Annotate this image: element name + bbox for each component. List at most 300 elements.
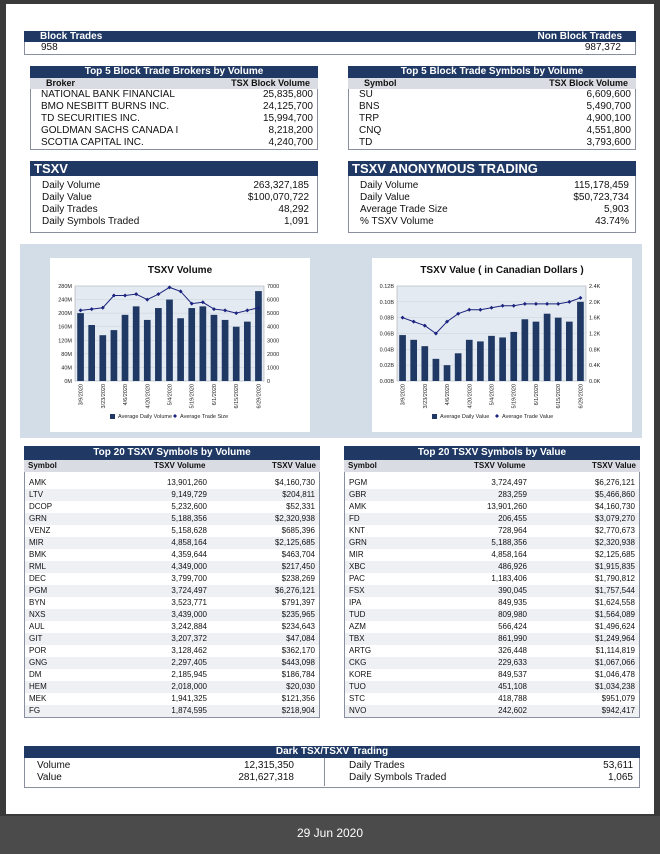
top-brokers-value: 8,218,200 [268,125,313,136]
y-right-tick-label: 0.0K [589,379,601,385]
top-brokers-name: TD SECURITIES INC. [41,113,140,124]
top20-value-col-volume: TSXV Volume [474,461,526,470]
volume-cell: 809,980 [498,610,527,619]
symbol-cell: KNT [349,526,365,535]
bar [544,314,551,381]
value-cell: $1,249,964 [594,634,635,643]
value-cell: $1,114,819 [595,646,635,655]
bar [133,306,140,381]
top-symbols-row [349,137,635,149]
table-row [25,561,319,573]
table-row [25,477,319,489]
volume-cell: 2,018,000 [171,682,207,691]
tsxv-summary [30,161,318,233]
x-tick-label: 4/20/2020 [145,384,152,409]
value-chart-box [372,258,632,432]
volume-cell: 486,926 [498,562,527,571]
volume-cell: 566,424 [498,622,527,631]
bar [255,291,262,381]
top-symbols-value: 4,551,800 [586,125,631,136]
top-brokers-table [30,66,318,150]
symbol-cell: XBC [349,562,366,571]
symbol-cell: DM [29,670,42,679]
volume-cell: 3,439,000 [171,610,207,619]
dark-volume-value: 12,315,350 [243,760,294,771]
summary-row [349,216,635,228]
summary-row [31,216,317,228]
bar [122,315,129,381]
tsxv-anon-body [348,176,636,233]
summary-label: Daily Trades [42,204,98,215]
summary-value: 43.74% [595,216,629,227]
y-left-tick-label: 0.08B [379,315,394,322]
top20-value-col-symbol: Symbol [348,461,377,470]
volume-cell: 849,935 [498,598,527,607]
non-block-trades-value: 987,372 [584,42,621,53]
volume-cell: 3,128,462 [171,646,207,655]
value-cell: $204,811 [282,490,315,499]
x-tick-label: 4/20/2020 [467,384,474,409]
block-trades-section [24,31,636,55]
x-tick-label: 6/15/2020 [234,384,241,409]
symbol-cell: BMK [29,550,47,559]
broker-col-label: Broker [46,78,76,88]
top20-volume-col-header [24,460,320,472]
top-brokers-value: 15,994,700 [262,113,313,124]
volume-chart [50,258,310,432]
value-cell: $1,034,238 [594,682,635,691]
legend-line-swatch [173,414,177,418]
table-row [345,513,639,525]
dark-trading-body [24,758,640,788]
x-tick-label: 3/23/2020 [422,384,429,409]
volume-cell: 3,523,771 [171,598,207,607]
value-cell: $235,965 [281,610,315,619]
summary-label: Average Trade Size [360,204,448,215]
y-left-tick-label: 160M [58,324,72,331]
table-row [345,561,639,573]
bar [444,365,451,381]
y-left-tick-label: 80M [61,351,72,358]
bar [177,318,184,381]
value-cell: $2,125,685 [274,538,315,547]
symbol-cell: AZM [349,622,366,631]
dark-trading-title: Dark TSX/TSXV Trading [24,746,640,758]
summary-row [31,180,317,192]
symbol-cell: NVO [349,706,367,715]
symbol-cell: NXS [29,610,46,619]
value-cell: $121,356 [281,694,315,703]
tsxv-anon-title: TSXV ANONYMOUS TRADING [348,161,636,176]
bar [166,300,173,381]
table-row [25,489,319,501]
legend-line-label: Average Trade Size [180,414,229,420]
summary-value: 1,091 [283,216,309,227]
table-row [25,549,319,561]
y-right-tick-label: 2.4K [589,284,601,290]
table-row [345,489,639,501]
bar [555,318,562,381]
x-tick-label: 6/15/2020 [556,384,563,409]
top20-volume-body [24,472,320,718]
dark-trading-right [325,758,639,786]
dark-value-label: Value [37,772,62,783]
value-cell: $2,125,685 [594,550,635,559]
value-cell: $3,079,270 [594,514,635,523]
value-cell: $2,770,673 [594,526,635,535]
y-left-tick-label: 0.06B [379,331,394,338]
symbol-cell: POR [29,646,47,655]
top-symbols-col-header [348,78,636,89]
value-chart [372,258,632,432]
top-symbols-row [349,113,635,125]
bar [144,320,151,381]
volume-cell: 4,359,644 [171,550,207,559]
x-tick-label: 4/6/2020 [123,384,130,406]
symbol-cell: GIT [29,634,43,643]
dark-symbols-label: Daily Symbols Traded [349,772,447,783]
summary-value: 115,178,459 [574,180,629,191]
table-row [345,669,639,681]
volume-cell: 418,788 [498,694,527,703]
bar [522,319,529,381]
table-row [25,537,319,549]
symbol-cell: PGM [349,478,368,487]
dark-trading-left [25,758,325,786]
volume-cell: 9,149,729 [171,490,207,499]
top-brokers-name: NATIONAL BANK FINANCIAL [41,89,175,100]
y-right-tick-label: 0.8K [589,347,601,354]
symbol-volume-col-label: TSX Block Volume [549,78,628,88]
top-brokers-row [31,137,317,149]
non-block-trades-label: Non Block Trades [537,31,622,42]
value-chart-title: TSXV Value ( in Canadian Dollars ) [420,265,584,276]
bar [99,335,106,381]
y-left-tick-label: 120M [58,338,72,345]
volume-cell: 390,045 [498,586,527,595]
volume-cell: 1,941,325 [171,694,207,703]
value-cell: $1,790,812 [594,574,635,583]
symbol-cell: RML [29,562,46,571]
bar [399,335,406,381]
symbol-cell: VENZ [29,526,51,535]
y-right-tick-label: 5000 [267,311,280,318]
value-cell: $6,276,121 [594,478,635,487]
bar [77,313,84,381]
symbol-cell: BYN [29,598,46,607]
table-row [25,609,319,621]
bar [111,330,118,381]
y-left-tick-label: 0.00B [379,379,394,385]
top20-volume-table [24,446,320,718]
symbol-cell: DEC [29,574,46,583]
dark-trades-row [325,760,639,772]
table-row [345,657,639,669]
x-tick-label: 6/1/2020 [211,384,218,406]
symbol-cell: STC [349,694,365,703]
x-tick-label: 3/9/2020 [78,384,85,406]
bar [88,325,95,381]
x-tick-label: 3/9/2020 [400,384,407,406]
table-row [25,657,319,669]
symbol-cell: AUL [29,622,45,631]
symbol-cell: TUO [349,682,366,691]
table-row [25,669,319,681]
symbol-cell: PGM [29,586,48,595]
block-trades-value: 958 [41,42,58,53]
value-cell: $186,784 [281,670,315,679]
legend-line-label: Average Trade Value [502,414,554,420]
top-brokers-row [31,125,317,137]
value-cell: $951,079 [601,694,635,703]
top20-value-col-header [344,460,640,472]
bar [533,322,540,381]
footer-date-bar [0,816,660,854]
tsxv-anon-summary [348,161,636,233]
bar [421,346,428,381]
value-cell: $238,269 [281,574,315,583]
y-left-tick-label: 40M [61,365,72,372]
table-row [25,573,319,585]
symbol-cell: PAC [349,574,365,583]
x-tick-label: 6/29/2020 [256,384,263,409]
symbol-cell: LTV [29,490,44,499]
volume-cell: 5,188,356 [491,538,527,547]
value-cell: $1,564,089 [594,610,635,619]
volume-cell: 849,537 [498,670,527,679]
bar [488,336,495,381]
table-row [25,525,319,537]
summary-label: Daily Value [360,192,410,203]
summary-row [349,204,635,216]
summary-row [31,192,317,204]
table-row [25,633,319,645]
y-right-tick-label: 7000 [267,284,280,290]
y-left-tick-label: 0.02B [379,363,394,370]
top20-volume-col-value: TSXV Value [271,461,316,470]
volume-cell: 5,188,356 [171,514,207,523]
volume-cell: 728,964 [498,526,527,535]
volume-cell: 13,901,260 [166,478,207,487]
volume-cell: 326,448 [498,646,527,655]
table-row [345,633,639,645]
summary-row [349,192,635,204]
top-symbols-name: SU [359,89,373,100]
volume-cell: 283,259 [498,490,527,499]
value-cell: $52,331 [286,502,315,511]
legend-bar-swatch [432,414,437,419]
y-right-tick-label: 1.6K [589,315,601,322]
bar [155,308,162,381]
symbol-cell: FD [349,514,360,523]
top-symbols-name: TRP [359,113,379,124]
bar [499,337,506,381]
volume-cell: 3,207,372 [171,634,207,643]
table-row [25,681,319,693]
top-brokers-col-header [30,78,318,89]
volume-cell: 3,724,497 [491,478,527,487]
table-row [25,585,319,597]
top20-volume-col-volume: TSXV Volume [154,461,206,470]
volume-cell: 4,858,164 [491,550,527,559]
y-left-tick-label: 200M [58,311,72,318]
dark-trading-section [24,746,640,788]
bar [410,340,417,381]
top20-volume-col-symbol: Symbol [28,461,57,470]
symbol-cell: CKG [349,658,367,667]
bar [188,308,195,381]
symbol-cell: IPA [349,598,362,607]
volume-cell: 5,232,600 [171,502,207,511]
symbol-cell: FSX [349,586,365,595]
report-page [6,4,654,814]
volume-cell: 3,242,884 [171,622,207,631]
volume-cell: 229,633 [498,658,527,667]
dark-symbols-row [325,772,639,784]
value-cell: $234,643 [281,622,315,631]
summary-value: $50,723,734 [573,192,629,203]
dark-volume-row [25,760,324,772]
block-trades-label: Block Trades [40,31,103,42]
volume-cell: 13,901,260 [486,502,527,511]
volume-cell: 861,990 [498,634,527,643]
table-row [25,597,319,609]
value-cell: $1,496,624 [594,622,635,631]
legend-bar-label: Average Daily Value [440,414,490,420]
top-brokers-body [30,89,318,150]
value-cell: $4,160,730 [274,478,315,487]
top-brokers-title: Top 5 Block Trade Brokers by Volume [30,66,318,78]
symbol-cell: MIR [349,550,364,559]
dark-trades-label: Daily Trades [349,760,405,771]
top-brokers-name: BMO NESBITT BURNS INC. [41,101,170,112]
top-symbols-name: BNS [359,101,380,112]
top20-value-title: Top 20 TSXV Symbols by Value [344,446,640,460]
value-cell: $1,915,835 [594,562,635,571]
symbol-cell: DCOP [29,502,53,511]
top20-value-col-value: TSXV Value [591,461,636,470]
y-left-tick-label: 0.12B [379,284,394,290]
y-right-tick-label: 2000 [267,351,280,358]
top-brokers-row [31,113,317,125]
volume-cell: 1,183,406 [491,574,527,583]
dark-volume-label: Volume [37,760,71,771]
dark-value-value: 281,627,318 [238,772,294,783]
table-row [345,549,639,561]
table-row [25,705,319,717]
x-tick-label: 5/4/2020 [489,384,496,406]
symbol-cell: AMK [29,478,47,487]
legend-line-swatch [495,414,499,418]
value-cell: $685,396 [281,526,315,535]
bar [433,359,440,381]
top-symbols-row [349,125,635,137]
top-brokers-value: 25,835,800 [262,89,313,100]
symbol-cell: KORE [349,670,372,679]
symbol-cell: ARTG [349,646,372,655]
top-symbols-row [349,101,635,113]
dark-value-row [25,772,324,784]
legend-bar-label: Average Daily Volume [118,414,173,420]
symbol-cell: GRN [349,538,367,547]
table-row [25,501,319,513]
x-tick-label: 5/4/2020 [167,384,174,406]
table-row [345,501,639,513]
summary-label: Daily Volume [42,180,101,191]
y-left-tick-label: 0.04B [379,347,394,354]
summary-label: Daily Symbols Traded [42,216,140,227]
table-row [345,609,639,621]
table-row [25,693,319,705]
bar [200,306,207,381]
table-row [25,513,319,525]
bar [211,315,218,381]
x-tick-label: 5/19/2020 [189,384,196,409]
bar [566,322,573,381]
dark-symbols-value: 1,065 [607,772,633,783]
value-cell: $5,466,860 [594,490,635,499]
volume-cell: 1,874,595 [171,706,207,715]
volume-cell: 206,455 [498,514,527,523]
table-row [345,525,639,537]
y-right-tick-label: 6000 [267,297,280,304]
volume-cell: 4,858,164 [171,538,207,547]
volume-cell: 451,108 [498,682,527,691]
table-row [345,705,639,717]
table-row [345,645,639,657]
summary-row [31,204,317,216]
bar [577,302,584,381]
symbol-cell: HEM [29,682,47,691]
y-right-tick-label: 4000 [267,324,280,331]
value-cell: $1,067,066 [594,658,635,667]
x-tick-label: 6/29/2020 [578,384,585,409]
value-cell: $362,170 [281,646,315,655]
top20-volume-title: Top 20 TSXV Symbols by Volume [24,446,320,460]
symbol-cell: GBR [349,490,367,499]
top20-value-body [344,472,640,718]
top-symbols-value: 4,900,100 [586,113,631,124]
block-trades-header [24,31,636,42]
table-row [345,477,639,489]
x-tick-label: 3/23/2020 [100,384,107,409]
x-tick-label: 4/6/2020 [445,384,452,406]
summary-value: 263,327,185 [253,180,309,191]
top20-value-table [344,446,640,718]
symbol-cell: TBX [349,634,365,643]
top-symbols-table [348,66,636,150]
bar [477,341,484,381]
value-cell: $20,030 [286,682,315,691]
top-brokers-name: GOLDMAN SACHS CANADA I [41,125,179,136]
value-cell: $1,046,478 [594,670,635,679]
table-row [345,537,639,549]
summary-label: Daily Volume [360,180,419,191]
value-cell: $217,450 [281,562,315,571]
tsxv-title: TSXV [30,161,318,176]
y-right-tick-label: 2.0K [589,299,601,306]
tsxv-body [30,176,318,233]
y-right-tick-label: 0.4K [589,363,601,370]
symbol-cell: MEK [29,694,47,703]
value-cell: $1,624,558 [594,598,635,607]
bar [466,340,473,381]
volume-chart-title: TSXV Volume [147,265,213,276]
top-brokers-value: 24,125,700 [262,101,313,112]
bar [222,320,229,381]
top-brokers-row [31,101,317,113]
y-right-tick-label: 0 [267,379,271,385]
